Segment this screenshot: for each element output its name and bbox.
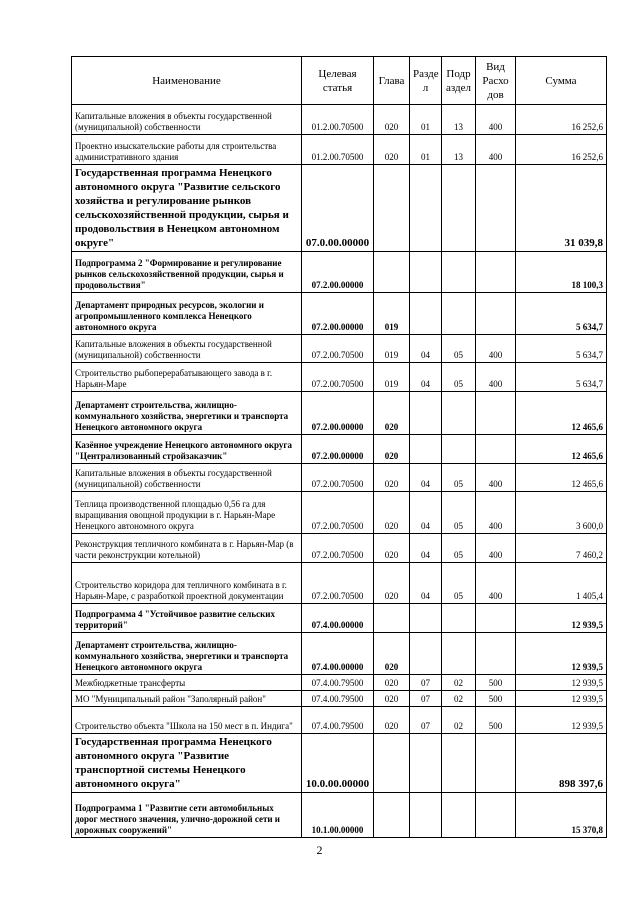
cell-type: 500 <box>476 707 516 734</box>
cell-chapter: 020 <box>374 105 410 135</box>
table-row <box>72 734 607 793</box>
table-row <box>72 363 607 392</box>
cell-section <box>410 793 442 838</box>
cell-section: 07 <box>410 691 442 707</box>
table-row <box>72 435 607 464</box>
cell-target: 07.2.00.00000 <box>302 252 374 293</box>
cell-type: 400 <box>476 335 516 363</box>
cell-chapter: 020 <box>374 563 410 604</box>
cell-sum: 12 465,6 <box>516 392 607 435</box>
table-row <box>72 707 607 734</box>
cell-name: МО "Муниципальный район "Заполярный район" <box>72 691 302 707</box>
cell-subsection: 05 <box>442 534 476 563</box>
cell-subsection <box>442 293 476 335</box>
cell-target: 07.2.00.70500 <box>302 534 374 563</box>
cell-subsection: 05 <box>442 492 476 534</box>
cell-sum: 5 634,7 <box>516 293 607 335</box>
header-section: Разде л <box>410 57 442 105</box>
cell-section: 04 <box>410 464 442 492</box>
cell-section: 04 <box>410 363 442 392</box>
cell-name: Капитальные вложения в объекты государственной (муниципальной) собственности <box>72 335 302 363</box>
cell-name: Подпрограмма 1 "Развитие сети автомобильных дорог местного значения, улично-дорожной сети и дорожных сооружений" <box>72 793 302 838</box>
cell-chapter: 020 <box>374 435 410 464</box>
cell-subsection: 05 <box>442 563 476 604</box>
table-row <box>72 105 607 135</box>
cell-sum: 12 939,5 <box>516 675 607 691</box>
cell-chapter: 019 <box>374 363 410 392</box>
cell-sum: 31 039,8 <box>516 165 607 252</box>
cell-chapter: 020 <box>374 707 410 734</box>
cell-type: 400 <box>476 563 516 604</box>
cell-subsection: 05 <box>442 464 476 492</box>
header-target: Целевая статья <box>302 57 374 105</box>
cell-subsection: 02 <box>442 707 476 734</box>
cell-sum: 12 939,5 <box>516 633 607 675</box>
cell-name: Государственная программа Ненецкого автономного округа "Развитие сельского хозяйства и регулирование рынков сельскохозяйственной продукции, сырья и продовольствия в Ненецком автономном округе" <box>72 165 302 252</box>
cell-chapter: 020 <box>374 464 410 492</box>
cell-target: 10.0.00.00000 <box>302 734 374 793</box>
cell-section: 07 <box>410 707 442 734</box>
table-row <box>72 492 607 534</box>
cell-target: 07.2.00.00000 <box>302 293 374 335</box>
cell-sum: 898 397,6 <box>516 734 607 793</box>
table-row <box>72 464 607 492</box>
cell-target: 07.2.00.70500 <box>302 335 374 363</box>
cell-sum: 18 100,3 <box>516 252 607 293</box>
cell-name: Реконструкция тепличного комбината в г. Нарьян-Мар (в части реконструкции котельной) <box>72 534 302 563</box>
cell-target: 01.2.00.70500 <box>302 105 374 135</box>
table-row <box>72 534 607 563</box>
header-expense-type: Вид Расхо дов <box>476 57 516 105</box>
cell-name: Проектно изыскательские работы для строительства административного здания <box>72 135 302 165</box>
cell-section: 07 <box>410 675 442 691</box>
cell-name: Теплица производственной площадью 0,56 га для выращивания овощной продукции в г. Нарьян-Маре Ненецкого автономного округа <box>72 492 302 534</box>
header-name: Наименование <box>72 57 302 105</box>
cell-type <box>476 604 516 633</box>
cell-sum: 16 252,6 <box>516 105 607 135</box>
cell-target: 07.2.00.70500 <box>302 563 374 604</box>
cell-chapter <box>374 604 410 633</box>
page-number: 2 <box>316 843 323 857</box>
table-header-row <box>72 57 607 105</box>
table-row <box>72 293 607 335</box>
cell-sum: 12 465,6 <box>516 435 607 464</box>
header-subsection: Подр аздел <box>442 57 476 105</box>
cell-subsection <box>442 633 476 675</box>
cell-section <box>410 293 442 335</box>
table-row <box>72 165 607 252</box>
table-row <box>72 335 607 363</box>
cell-sum: 5 634,7 <box>516 363 607 392</box>
cell-chapter <box>374 252 410 293</box>
cell-type <box>476 293 516 335</box>
cell-section: 04 <box>410 534 442 563</box>
cell-type <box>476 633 516 675</box>
cell-type <box>476 392 516 435</box>
cell-name: Строительство объекта "Школа на 150 мест в п. Индига" <box>72 707 302 734</box>
cell-subsection <box>442 252 476 293</box>
cell-type <box>476 793 516 838</box>
cell-sum: 12 939,5 <box>516 707 607 734</box>
cell-sum: 15 370,8 <box>516 793 607 838</box>
cell-target: 10.1.00.00000 <box>302 793 374 838</box>
table-row <box>72 392 607 435</box>
cell-name: Государственная программа Ненецкого автономного округа "Развитие транспортной системы Ненецкого автономного округа" <box>72 734 302 793</box>
cell-type: 400 <box>476 464 516 492</box>
cell-type <box>476 435 516 464</box>
cell-subsection: 13 <box>442 105 476 135</box>
cell-subsection <box>442 734 476 793</box>
cell-type: 500 <box>476 675 516 691</box>
cell-target: 07.0.00.00000 <box>302 165 374 252</box>
cell-chapter: 020 <box>374 691 410 707</box>
cell-subsection <box>442 793 476 838</box>
cell-target: 07.4.00.79500 <box>302 691 374 707</box>
cell-target: 07.4.00.79500 <box>302 675 374 691</box>
cell-type <box>476 734 516 793</box>
table-row <box>72 252 607 293</box>
table-row <box>72 563 607 604</box>
cell-name: Межбюджетные трансферты <box>72 675 302 691</box>
cell-sum: 12 939,5 <box>516 691 607 707</box>
cell-name: Департамент природных ресурсов, экологии и агропромышленного комплекса Ненецкого автономного округа <box>72 293 302 335</box>
cell-section: 04 <box>410 492 442 534</box>
cell-subsection: 05 <box>442 363 476 392</box>
cell-sum: 1 405,4 <box>516 563 607 604</box>
cell-sum: 12 465,6 <box>516 464 607 492</box>
cell-chapter <box>374 165 410 252</box>
cell-subsection: 13 <box>442 135 476 165</box>
cell-subsection <box>442 165 476 252</box>
cell-sum: 3 600,0 <box>516 492 607 534</box>
cell-sum: 7 460,2 <box>516 534 607 563</box>
cell-section <box>410 252 442 293</box>
cell-target: 07.2.00.00000 <box>302 392 374 435</box>
cell-chapter: 019 <box>374 293 410 335</box>
budget-table <box>71 56 607 838</box>
cell-name: Департамент строительства, жилищно-коммунального хозяйства, энергетики и транспорта Ненецкого автономного округа <box>72 633 302 675</box>
cell-section <box>410 165 442 252</box>
table-row <box>72 793 607 838</box>
cell-section: 04 <box>410 335 442 363</box>
cell-type: 400 <box>476 363 516 392</box>
cell-sum: 5 634,7 <box>516 335 607 363</box>
table-row <box>72 135 607 165</box>
cell-type <box>476 252 516 293</box>
cell-name: Казённое учреждение Ненецкого автономного округа "Централизованный стройзаказчик" <box>72 435 302 464</box>
cell-section <box>410 435 442 464</box>
cell-section: 04 <box>410 563 442 604</box>
table-row <box>72 675 607 691</box>
cell-chapter <box>374 734 410 793</box>
cell-name: Капитальные вложения в объекты государственной (муниципальной) собственности <box>72 464 302 492</box>
cell-chapter: 020 <box>374 492 410 534</box>
cell-type: 400 <box>476 492 516 534</box>
cell-target: 07.2.00.70500 <box>302 464 374 492</box>
cell-type: 500 <box>476 691 516 707</box>
cell-target: 07.4.00.00000 <box>302 633 374 675</box>
cell-chapter: 020 <box>374 675 410 691</box>
cell-target: 07.2.00.70500 <box>302 492 374 534</box>
cell-section <box>410 392 442 435</box>
cell-type: 400 <box>476 534 516 563</box>
cell-name: Строительство рыбоперерабатывающего завода в г. Нарьян-Маре <box>72 363 302 392</box>
cell-chapter: 020 <box>374 392 410 435</box>
header-sum: Сумма <box>516 57 607 105</box>
table-row <box>72 633 607 675</box>
cell-chapter: 019 <box>374 335 410 363</box>
cell-target: 01.2.00.70500 <box>302 135 374 165</box>
cell-chapter: 020 <box>374 135 410 165</box>
cell-chapter: 020 <box>374 633 410 675</box>
cell-sum: 12 939,5 <box>516 604 607 633</box>
cell-subsection: 05 <box>442 335 476 363</box>
table-row <box>72 604 607 633</box>
cell-name: Подпрограмма 4 "Устойчивое развитие сельских территорий" <box>72 604 302 633</box>
cell-target: 07.4.00.00000 <box>302 604 374 633</box>
cell-name: Подпрограмма 2 "Формирование и регулирование рынков сельскохозяйственной продукции, сырья и продовольствия" <box>72 252 302 293</box>
cell-type: 400 <box>476 105 516 135</box>
cell-section: 01 <box>410 105 442 135</box>
cell-chapter: 020 <box>374 534 410 563</box>
cell-section <box>410 633 442 675</box>
cell-sum: 16 252,6 <box>516 135 607 165</box>
cell-type: 400 <box>476 135 516 165</box>
cell-target: 07.2.00.70500 <box>302 363 374 392</box>
cell-target: 07.2.00.00000 <box>302 435 374 464</box>
cell-section: 01 <box>410 135 442 165</box>
cell-name: Капитальные вложения в объекты государственной (муниципальной) собственности <box>72 105 302 135</box>
table-row <box>72 691 607 707</box>
cell-section <box>410 604 442 633</box>
cell-name: Строительство коридора для тепличного комбината в г. Нарьян-Маре, с разработкой проектной документации <box>72 563 302 604</box>
cell-target: 07.4.00.79500 <box>302 707 374 734</box>
cell-type <box>476 165 516 252</box>
cell-name: Департамент строительства, жилищно-коммунального хозяйства, энергетики и транспорта Ненецкого автономного округа <box>72 392 302 435</box>
cell-subsection: 02 <box>442 691 476 707</box>
header-chapter: Глава <box>374 57 410 105</box>
cell-chapter <box>374 793 410 838</box>
cell-section <box>410 734 442 793</box>
cell-subsection <box>442 435 476 464</box>
cell-subsection <box>442 604 476 633</box>
cell-subsection: 02 <box>442 675 476 691</box>
cell-subsection <box>442 392 476 435</box>
